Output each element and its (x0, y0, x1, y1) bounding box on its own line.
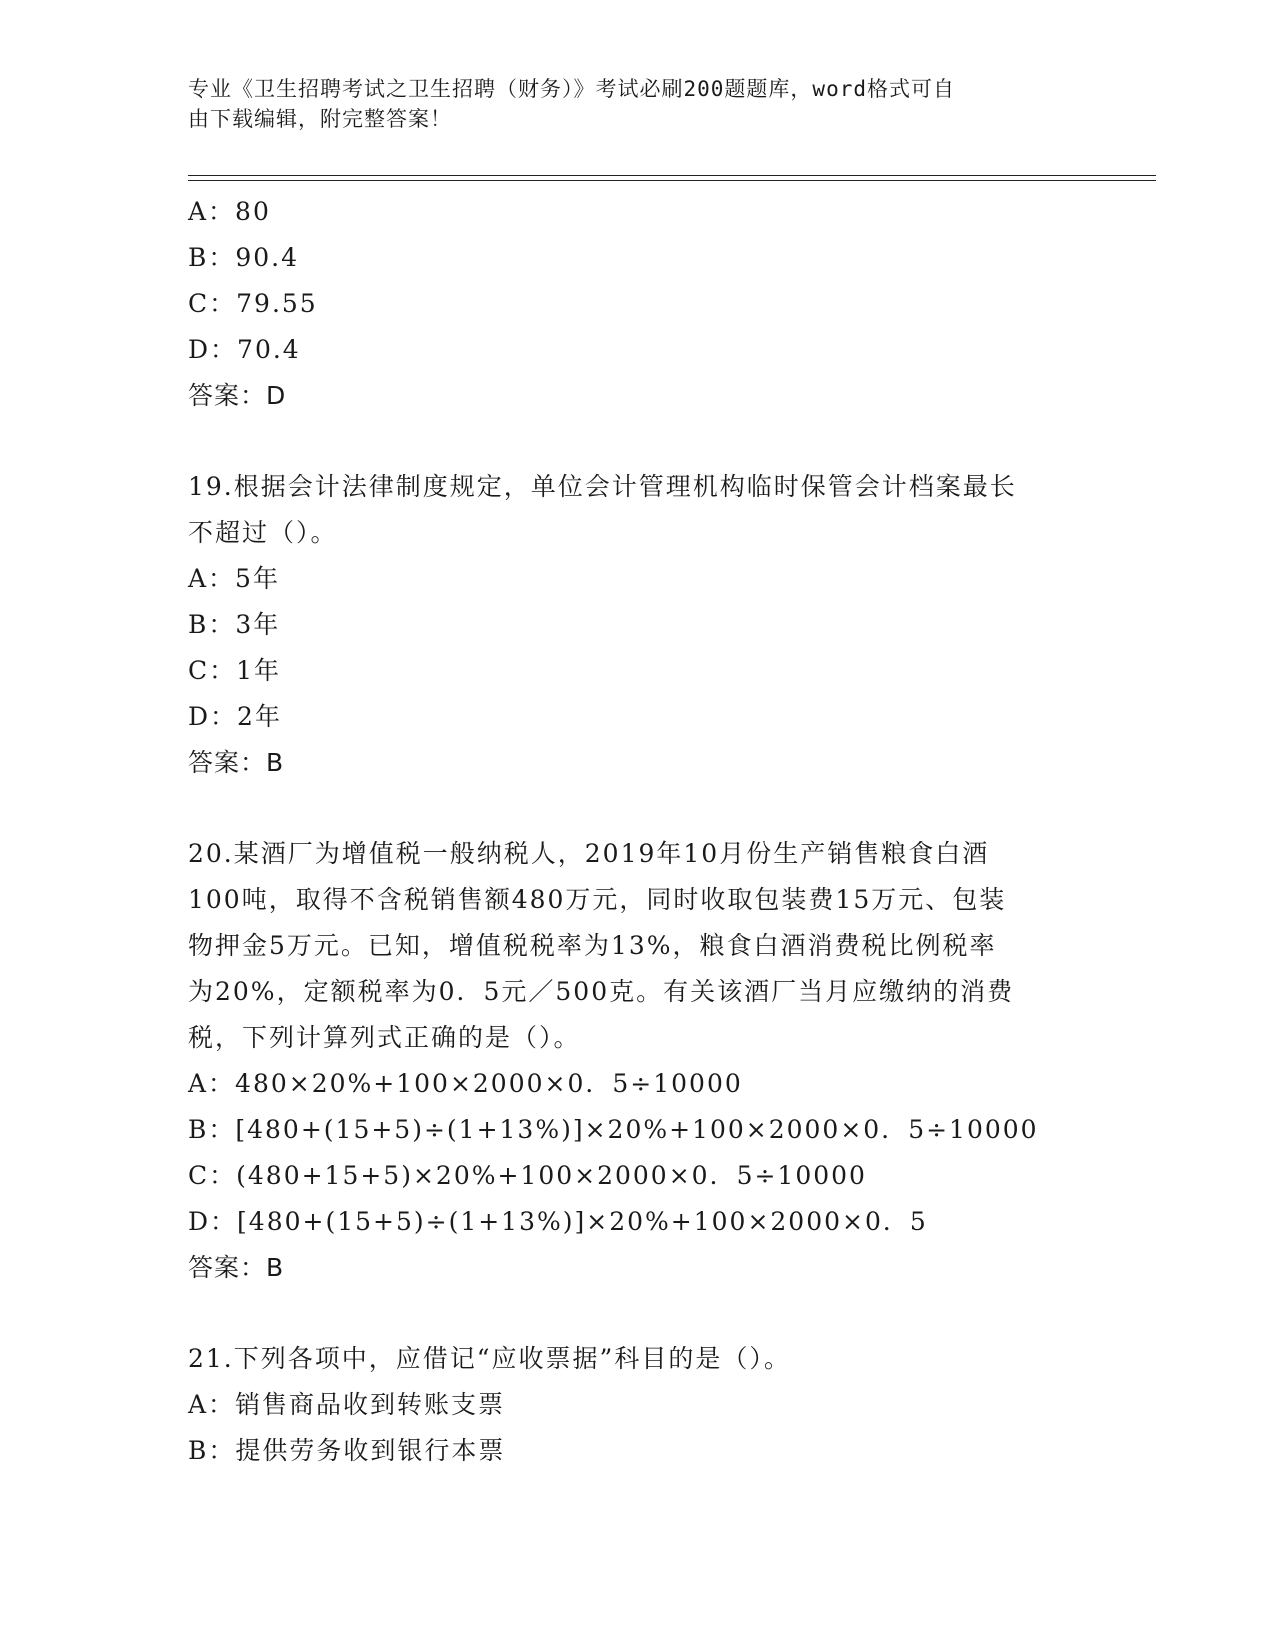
option-a: A：销售商品收到转账支票 (188, 1390, 506, 1419)
question-stem-line: 不超过（）。 (188, 518, 338, 547)
option-b: B：90.4 (188, 243, 300, 272)
option-b: B：[480+(15+5)÷(1+13%)]×20%+100×2000×0．5÷10000 (188, 1115, 1039, 1144)
question-stem-line: 物押金5万元。已知，增值税税率为13%，粮食白酒消费税比例税率 (188, 931, 997, 960)
option-a: A：5年 (188, 564, 280, 593)
question-19 (188, 464, 1088, 786)
option-d: D：[480+(15+5)÷(1+13%)]×20%+100×2000×0．5 (188, 1207, 928, 1236)
spacer (188, 786, 1088, 831)
option-c: C：1年 (188, 656, 282, 685)
question-stem-line: 21.下列各项中，应借记“应收票据”科目的是（）。 (188, 1344, 791, 1373)
question-stem-line: 19.根据会计法律制度规定，单位会计管理机构临时保管会计档案最长 (188, 472, 1017, 501)
answer-line: 答案：B (188, 748, 285, 777)
question-content (188, 189, 1088, 1474)
option-c: C：79.55 (188, 289, 318, 318)
header-divider-bottom (188, 180, 1156, 181)
question-stem-line: 20.某酒厂为增值税一般纳税人，2019年10月份生产销售粮食白酒 (188, 839, 990, 868)
answer-line: 答案：D (188, 381, 287, 410)
option-a: A：80 (188, 197, 271, 226)
option-c: C：(480+15+5)×20%+100×2000×0．5÷10000 (188, 1161, 867, 1190)
option-a: A：480×20%+100×2000×0．5÷10000 (188, 1069, 743, 1098)
question-18 (188, 189, 1088, 419)
header-divider-top (188, 175, 1156, 176)
header-line-2: 由下载编辑，附完整答案！ (188, 107, 452, 131)
spacer (188, 419, 1088, 464)
answer-line: 答案：B (188, 1253, 285, 1282)
header-line-1: 专业《卫生招聘考试之卫生招聘（财务）》考试必刷200题题库，word格式可自 (188, 77, 955, 101)
question-stem-line: 为20%，定额税率为0．5元／500克。有关该酒厂当月应缴纳的消费 (188, 977, 1015, 1006)
question-stem-line: 100吨，取得不含税销售额480万元，同时收取包装费15万元、包装 (188, 885, 1007, 914)
option-d: D：2年 (188, 702, 282, 731)
option-b: B：3年 (188, 610, 281, 639)
question-20 (188, 831, 1088, 1291)
option-d: D：70.4 (188, 335, 301, 364)
spacer (188, 1291, 1088, 1336)
document-header (188, 74, 1068, 134)
question-stem-line: 税，下列计算列式正确的是（）。 (188, 1023, 581, 1052)
option-b: B：提供劳务收到银行本票 (188, 1436, 506, 1465)
question-21 (188, 1336, 1088, 1474)
